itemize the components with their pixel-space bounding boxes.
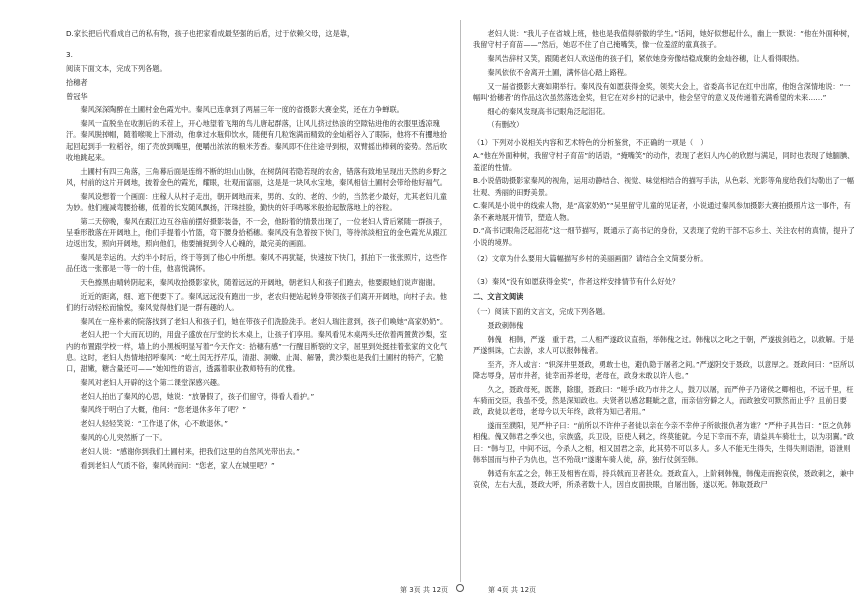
story-paragraph: 秦风设想着一个画面：庄稼人从村子走出，朝开阔地而来，男的、女的、老的、少的，当然老少最好，尤其老妇儿童为妙。他们瘦减弯腰拾穗，低着的长发随风飘扬，汗珠挂脸，勤快的奸手鸣啄米般拾起散落地上的谷粒。	[66, 191, 447, 212]
binding-circle-icon	[456, 584, 464, 592]
story-paragraph: 秦风的心儿突然断了一下。	[80, 432, 167, 442]
story-paragraph: 细心的秦风发现高书记眼角泛起泪花。	[487, 106, 610, 116]
story-paragraph: 又一届省摄影大赛如期举行。秦风没有如愿获得金奖，领奖大会上，省委高书记在红中出席，他饱含深情地说：“一幅叫‘拾穗者’的作品这次虽然落选金奖，但它在对乡村的记录中，他会坚守的意义及传递着充满希望的未来……”	[473, 81, 851, 102]
wenyan-paragraph: 遂而至濮阳，见严仲子曰：“前所以不许仲子者徒以亲在今亲不幸仲子所欲报仇者为谁？”严仲子具告曰：“臣之仇韩相傀。傀又韩君之季父也，宗族盛，兵卫设，臣使人刺之，终莫能就。今足下幸而不弃，请益具车骑壮士，以为羽翼。”政曰：“韩与卫，中间不远，今杀人之相，相又国君之亲，此其势不可以多人。多人不能无生得失，生得失则语泄，语泄则韩举国而与仲子为仇也，岂不殆哉!”遂谢车骑人徒，辞，独行仗剑至韩。	[473, 421, 855, 464]
story-paragraph: 秦风是幸运的。大约半小时后，终于等到了他心中所想。秦风不再犹疑，快速按下快门，抓拍下一张张照片，这些作品任选一张都是一等一的十佳，他喜悦满怀。	[66, 252, 447, 273]
column-divider	[460, 20, 461, 582]
story-paragraph: 看到老妇人气质不俗，秦风转而问：“您老，家人在城里吧？”	[80, 460, 275, 470]
story-paragraph: 秦风告辞村又笑，跟随老妇人欢送他的孩子们，紧依她身旁像结稳成聚的金灿谷穗，让人看得眼热。	[487, 54, 804, 63]
left-column	[66, 28, 448, 473]
story-paragraph: 天色擦黑由晴转阴起来，秦风收拾摄影家伙，随着远远的开阔地，朝老妇人和孩子们跑去，他要跟她们说声谢谢。	[80, 277, 440, 287]
question-number: 3.	[66, 50, 73, 60]
wenyan-paragraph: 韩适有东孟之会，韩王及相皆在焉，持兵戟而卫者甚众。聂政直入，上阶刺韩傀，韩傀走而抱哀侯，聂政刺之，兼中哀侯，左右大乱，聂政大呼，所杀者数十人，因自皮面抉眼，自屠出肠，遂以死。韩取聂政尸	[473, 468, 854, 489]
page-number-left: 第 3页 共 12页	[400, 586, 449, 594]
wenyan-paragraph: 韩傀 相韩，严遂 重于君，二人相严遂政议直指，举韩傀之过。韩傀以之叱之于朝，严遂拔剑趋之，以救解。于是严遂惧诛，亡去游，求人可以报韩傀者。	[473, 335, 854, 356]
page-footer	[0, 585, 860, 599]
story-paragraph: 老妇人把一个大而瓦切的，用盘子盛放在厅堂的长木桌上，让孩子们享用。秦风看见木桌两头还依着两置黄沙梨，室内的布置跟学校一样，墙上的小黑板明显写着“今天作文：拾穗有感”一行醒目断裂的文字，屈里到处挺挂着张家的文化气息。这时，老妇人热情地招呼秦风：“屹土闰无抒芹瓜，清甜、洞嫩、止渴、解暑，黄沙梨也是我们土圃村的特产，它脆口，甜嫩，糖含量还可——”她知性的语言，透露着职业教师特有的优雅。	[66, 330, 448, 373]
wenyan-title: 聂政刺韩傀	[487, 321, 524, 331]
story-paragraph: 秦风对老妇人开辟的这个第二课堂深感兴趣。	[80, 377, 225, 387]
right-column	[473, 28, 855, 493]
story-paragraph: 近近的距离，细、遮下便要下了。秦风远远没有跑出一步，老农归便站起转身带领孩子们离开开阔地，向村子去。他们的行动轻松而愉悦，秦风觉得他们是一群有趣的人。	[66, 291, 447, 312]
option-a: A.“他在外面种树，我留守村子育苗”的话语，“掩嘴笑”的动作，表现了老妇人内心的欣慰与满足，同时也表现了她腼腆、羞涩的性情。	[473, 151, 855, 172]
option-d: D.“高书记眼角泛起泪花”这一细节描写，既通示了高书记的身份，又表现了党的干部不忘乡土、关注农村的真情，提升了小说的境界。	[473, 226, 855, 247]
edit-note: （有删改）	[487, 120, 524, 130]
question-1: （1）下列对小说相关内容和艺术特色的分析鉴赏，不正确的一项是（ ）	[473, 137, 708, 147]
page-number-right: 第 4页 共 12页	[488, 586, 537, 594]
story-paragraph: 秦风在一座朴素的院落找到了老妇人和孩子们，她在带孩子们洗脸洗手。老妇人瑞注意到，孩子们喚她“高家奶奶”。	[80, 316, 448, 326]
story-paragraph: 秦风终于明白了大概，他问：“您老退休多年了吧？”	[80, 405, 246, 415]
story-paragraph: 土圃村有四三角落，三角幕后面是连绵不断的坦山山脉，在树荫间若隐若现的农舍，错落有致地呈现出天然的乡野之风，村前的这片开阔地，披着金色的霞光，耀眼，壮观而富丽，这是是一块风水宝地，秦风相信土圃村会带给他好福气。	[66, 166, 447, 187]
story-paragraph: 秦风一直脱坐在收割后的禾茬上，开心地望着飞翔的鸟儿唐起群落，让风儿挤过热浪的空隙钻进他的衣服里透凉瑰汗。秦风脱掉帽，随着喉咙上下滑动，他拿过水瓶仰饮水，随便有几粒饱满而精致的金灿稻谷入了眼际，他将不有攫地拾起回起到手一粒稻谷，细了壳放到嘴里，便嚼出浓浓的粮米芳香。秦风即不住往途寻到根，双臂摇出棒刺的姿势。然后吹收地跳起来。	[66, 119, 447, 162]
wenyan-paragraph: 至齐，齐人或言：“轵深井里聂政，勇敢士也，避仇隐于屠者之间。”严遂阴交于聂政，以意厚之。聂政问曰：“臣所以降志辱身，居市井者，徒幸而养老母，老母在，政身未敢以许人也。”	[473, 360, 855, 381]
option-c: C.秦风是小说中的线索人物，是“高家奶奶”“吴里留守儿童的见证者，小说通过秦风参加摄影大赛拍摄照片这一事件，有条不紊地展开情节，塑造人物。	[473, 201, 851, 222]
story-paragraph: 第二天傍晚，秦风在跟江边互谷庙前摆好摄影装备，不一会，他盼着的情景出现了，一位老妇人背后紧随一群孩子，呈垂形散落在开阔地上，他们手提着小竹篮，弯下腰身拾稻穗。秦风没有急着按下快门，等待浓淡相宜的金色霞光从跟江边返出发，照向开阔地，照向他们，他要捕捉到令人心魄的，最完美的画面。	[66, 216, 447, 248]
story-author: 曾冠华	[66, 91, 88, 101]
question-3: （3）秦风“没有如愿获得金奖”，作者这样安排情节有什么好处？	[473, 277, 680, 286]
story-paragraph: 秦风深深陶醉在土圃村金色霞光中。秦风已连拿到了两届三年一度的省摄影大赛金奖，还在力争蝉联。	[80, 105, 404, 115]
option-d-text: D.家长把后代看成自己的私有物，孩子也把家看成最坚强的后盾，过于依赖父母，这是靠，	[66, 29, 355, 38]
wenyan-intro: （一）阅读下面的文言文，完成下列各题。	[473, 307, 610, 317]
story-paragraph: 老妇人轻轻笑说：“工作退了休，心不敢退休。”	[80, 419, 228, 429]
story-paragraph: 老妇人拍出了秦风的心思，她说：“放暑假了，孩子们留守，得看人看护。”	[80, 391, 315, 401]
wenyan-paragraph: 久之，聂政母死，既葬，除服，聂政曰：“嗟乎!政乃市井之人，鼓刀以屠，而严仲子乃诸侯之卿相也，不远千里，枉车骑而交臣，我虽不受，然是深知政也。夫贤者以感忿睚眦之意，而亲信穷僻之人，而政独安可默然而止乎？且前日要政，政徒以老母，老母今以天年终，政将为知己者用。”	[473, 385, 854, 417]
story-paragraph: 秦风依依不舍离开土圃，满怀信心踏上路程。	[487, 67, 632, 77]
instruction: 阅读下面文本，完成下列各题。	[66, 64, 167, 73]
story-paragraph: 老妇人说：“我儿子在省城上班，他也是我值得骄傲的学生。”话间，她好似想起什么，幽上一默说：“他在外面种树，我留守村子育苗——”然后，她忍不住了自己掩嘴笑，像一位羞涩的童真孩子。	[473, 29, 855, 50]
story-paragraph: 老妇人说：“感谢你到我们土圃村来，把我们这里的自然风光带出去。”	[80, 446, 300, 456]
question-2: （2）文章为什么要用大篇幅描写乡村的美丽画面？请结合全文简要分析。	[473, 253, 708, 263]
section-heading: 二、文言文阅读	[473, 292, 524, 302]
story-title: 拾穗者	[66, 77, 88, 87]
option-b: B.小说借助摄影家秦风的视角，运用动静结合、视觉、味觉相结合的描写手法，从色彩、光影等角度给我们勾勒出了一幅壮观、秀丽的田野美景。	[473, 176, 854, 197]
